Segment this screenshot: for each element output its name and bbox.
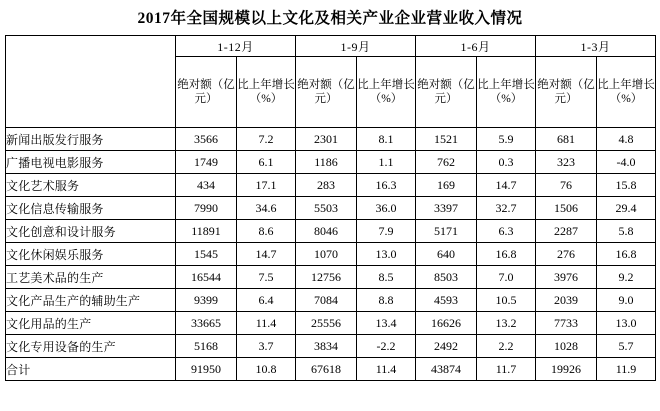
measure-header-abs-3: 绝对额（亿元） [416, 57, 477, 128]
cell-value: 1.1 [357, 151, 416, 174]
cell-value: 640 [416, 243, 477, 266]
cell-value: 8503 [416, 266, 477, 289]
cell-value: 1521 [416, 128, 477, 151]
cell-value: 681 [536, 128, 597, 151]
cell-value: 8.1 [357, 128, 416, 151]
cell-value: 11.4 [357, 358, 416, 381]
cell-value: -4.0 [597, 151, 656, 174]
cell-value: 3834 [296, 335, 357, 358]
cell-value: 2301 [296, 128, 357, 151]
cell-value: 25556 [296, 312, 357, 335]
cell-value: 3397 [416, 197, 477, 220]
cell-value: 32.7 [477, 197, 536, 220]
cell-value: 5168 [176, 335, 237, 358]
statistics-table [5, 35, 656, 381]
cell-value: 169 [416, 174, 477, 197]
row-label: 工艺美术品的生产 [6, 266, 176, 289]
cell-value: 9399 [176, 289, 237, 312]
cell-value: 762 [416, 151, 477, 174]
table-row [6, 174, 656, 197]
cell-value: 3566 [176, 128, 237, 151]
cell-value: 67618 [296, 358, 357, 381]
cell-value: 7.9 [357, 220, 416, 243]
table-header [6, 36, 656, 128]
cell-value: 6.3 [477, 220, 536, 243]
cell-value: 2.2 [477, 335, 536, 358]
cell-value: 43874 [416, 358, 477, 381]
cell-value: 1028 [536, 335, 597, 358]
measure-header-growth-4: 比上年增长（%） [597, 57, 656, 128]
table-row [6, 220, 656, 243]
cell-value: 13.2 [477, 312, 536, 335]
cell-value: 8.5 [357, 266, 416, 289]
cell-value: 7.2 [237, 128, 296, 151]
table-row [6, 266, 656, 289]
cell-value: 36.0 [357, 197, 416, 220]
cell-value: 11.9 [597, 358, 656, 381]
cell-value: 16626 [416, 312, 477, 335]
row-label: 文化信息传输服务 [6, 197, 176, 220]
row-label: 文化专用设备的生产 [6, 335, 176, 358]
measure-header-abs-2: 绝对额（亿元） [296, 57, 357, 128]
cell-value: 434 [176, 174, 237, 197]
cell-value: 16.8 [477, 243, 536, 266]
cell-value: 16.3 [357, 174, 416, 197]
cell-value: 9.2 [597, 266, 656, 289]
cell-value: 34.6 [237, 197, 296, 220]
page-title: 2017年全国规模以上文化及相关产业企业营业收入情况 [137, 10, 523, 27]
row-label: 广播电视电影服务 [6, 151, 176, 174]
cell-value: 8046 [296, 220, 357, 243]
row-label: 文化创意和设计服务 [6, 220, 176, 243]
cell-value: 2039 [536, 289, 597, 312]
cell-value: 4593 [416, 289, 477, 312]
cell-value: 11.4 [237, 312, 296, 335]
cell-value: 14.7 [477, 174, 536, 197]
row-label: 文化用品的生产 [6, 312, 176, 335]
table-row [6, 128, 656, 151]
table-row [6, 151, 656, 174]
row-label: 合计 [6, 358, 176, 381]
cell-value: 9.0 [597, 289, 656, 312]
cell-value: 283 [296, 174, 357, 197]
measure-header-growth-1: 比上年增长（%） [237, 57, 296, 128]
measure-header-abs-1: 绝对额（亿元） [176, 57, 237, 128]
cell-value: 5503 [296, 197, 357, 220]
cell-value: 11.7 [477, 358, 536, 381]
cell-value: 7.5 [237, 266, 296, 289]
cell-value: 4.8 [597, 128, 656, 151]
cell-value: 1749 [176, 151, 237, 174]
cell-value: 1186 [296, 151, 357, 174]
cell-value: 13.4 [357, 312, 416, 335]
table-row [6, 243, 656, 266]
cell-value: 76 [536, 174, 597, 197]
measure-header-abs-4: 绝对额（亿元） [536, 57, 597, 128]
cell-value: 5.7 [597, 335, 656, 358]
header-row-periods [6, 36, 656, 57]
table-row [6, 289, 656, 312]
table-body [6, 128, 656, 381]
table-row [6, 312, 656, 335]
period-header-1: 1-12月 [176, 36, 296, 57]
period-header-4: 1-3月 [536, 36, 656, 57]
cell-value: 1545 [176, 243, 237, 266]
cell-value: 0.3 [477, 151, 536, 174]
cell-value: 10.8 [237, 358, 296, 381]
cell-value: 11891 [176, 220, 237, 243]
cell-value: 7990 [176, 197, 237, 220]
cell-value: 3.7 [237, 335, 296, 358]
cell-value: 16544 [176, 266, 237, 289]
cell-value: 10.5 [477, 289, 536, 312]
cell-value: 3976 [536, 266, 597, 289]
period-header-2: 1-9月 [296, 36, 416, 57]
cell-value: 7733 [536, 312, 597, 335]
cell-value: 323 [536, 151, 597, 174]
cell-value: 6.4 [237, 289, 296, 312]
measure-header-growth-3: 比上年增长（%） [477, 57, 536, 128]
cell-value: 7.0 [477, 266, 536, 289]
row-label: 文化产品生产的辅助生产 [6, 289, 176, 312]
cell-value: 14.7 [237, 243, 296, 266]
row-label: 文化休闲娱乐服务 [6, 243, 176, 266]
table-row [6, 335, 656, 358]
cell-value: 2287 [536, 220, 597, 243]
table-row-total [6, 358, 656, 381]
cell-value: 1506 [536, 197, 597, 220]
measure-header-growth-2: 比上年增长（%） [357, 57, 416, 128]
row-label: 文化艺术服务 [6, 174, 176, 197]
cell-value: 5171 [416, 220, 477, 243]
cell-value: 13.0 [597, 312, 656, 335]
cell-value: 276 [536, 243, 597, 266]
cell-value: 33665 [176, 312, 237, 335]
table-row [6, 197, 656, 220]
table-corner-cell [6, 36, 176, 128]
cell-value: 91950 [176, 358, 237, 381]
cell-value: -2.2 [357, 335, 416, 358]
row-label: 新闻出版发行服务 [6, 128, 176, 151]
cell-value: 16.8 [597, 243, 656, 266]
cell-value: 17.1 [237, 174, 296, 197]
cell-value: 7084 [296, 289, 357, 312]
cell-value: 12756 [296, 266, 357, 289]
cell-value: 5.9 [477, 128, 536, 151]
cell-value: 15.8 [597, 174, 656, 197]
table-container [0, 35, 660, 381]
cell-value: 5.8 [597, 220, 656, 243]
period-header-3: 1-6月 [416, 36, 536, 57]
cell-value: 1070 [296, 243, 357, 266]
cell-value: 2492 [416, 335, 477, 358]
cell-value: 8.6 [237, 220, 296, 243]
cell-value: 19926 [536, 358, 597, 381]
cell-value: 8.8 [357, 289, 416, 312]
cell-value: 29.4 [597, 197, 656, 220]
cell-value: 6.1 [237, 151, 296, 174]
cell-value: 13.0 [357, 243, 416, 266]
